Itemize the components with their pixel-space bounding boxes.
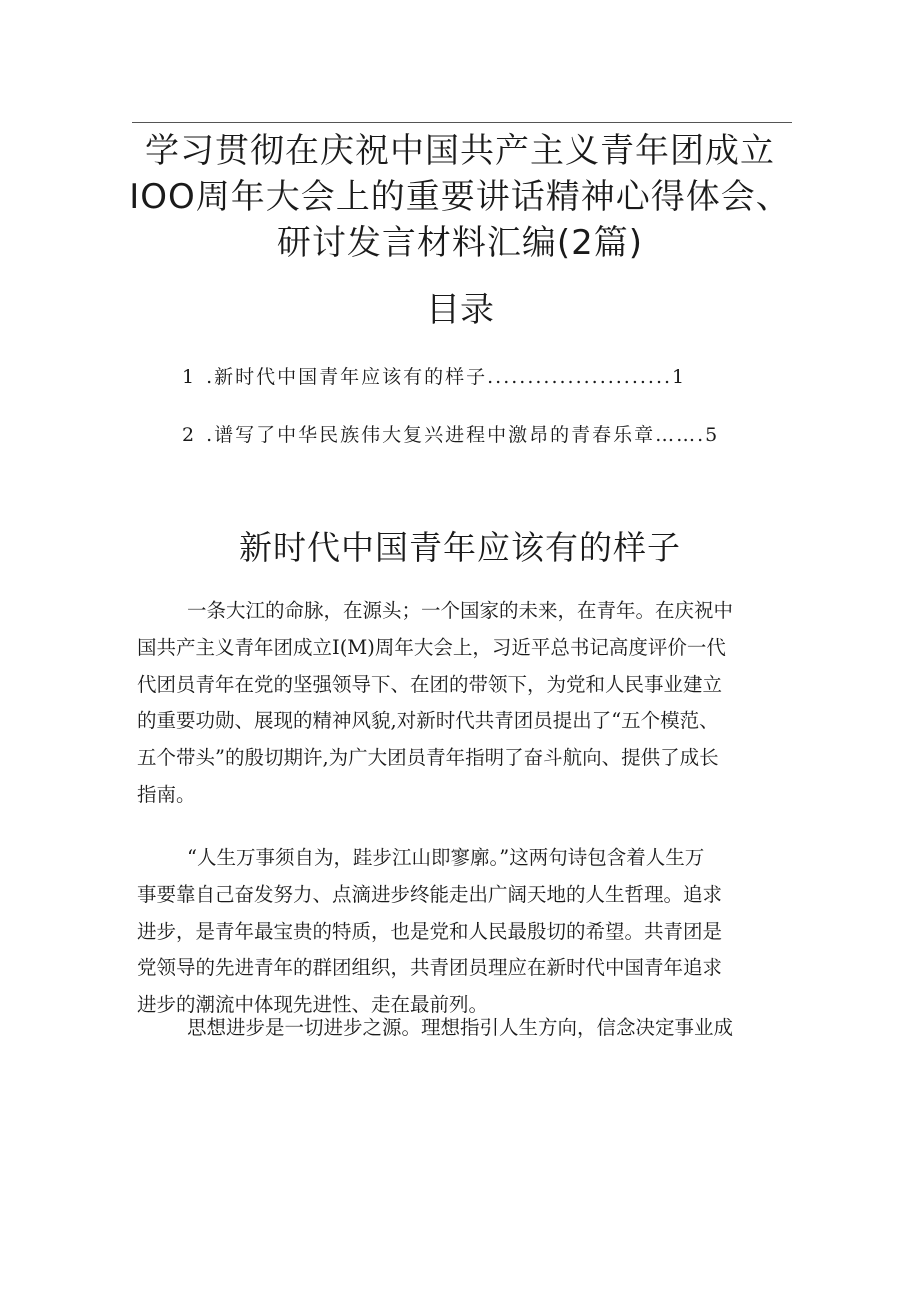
paragraph-line: 国共产主义青年团成立I(M)周年大会上，习近平总书记高度评价一代	[137, 635, 726, 659]
paragraph-line: 事要靠自己奋发努力、点滴进步终能走出广阔天地的人生哲理。追求	[137, 882, 723, 906]
document-title-line: 学习贯彻在庆祝中国共产主义青年团成立	[145, 131, 775, 171]
paragraph-line: 代团员青年在党的坚强领导下、在团的带领下，为党和人民事业建立	[137, 672, 723, 696]
toc-entry-text: .谱写了中华民族伟大复兴进程中激昂的青春乐章…….5	[206, 424, 720, 446]
body-paragraph-3	[137, 1010, 797, 1047]
toc-entry-2[interactable]	[182, 422, 719, 448]
document-title-line: 研讨发言材料汇编(2篇)	[276, 223, 644, 263]
document-title-line: IOO周年大会上的重要讲话精神心得体会、	[129, 177, 791, 217]
body-paragraph-1	[137, 593, 797, 814]
paragraph-line: 党领导的先进青年的群团组织，共青团员理应在新时代中国青年追求	[137, 956, 723, 980]
paragraph-line: 五个带头”的殷切期许,为广大团员青年指明了奋斗航向、提供了成长	[137, 746, 719, 770]
document-title	[100, 128, 820, 266]
paragraph-line: 进步，是青年最宝贵的特质，也是党和人民最殷切的希望。共青团是	[137, 919, 723, 943]
paragraph-line: “人生万事须自为，跬步江山即寥廓。”这两句诗包含着人生万	[187, 846, 705, 869]
toc-heading: 目录	[426, 290, 494, 330]
paragraph-line: 进步的潮流中体现先进性、走在最前列。	[137, 993, 489, 1017]
paragraph-line: 指南。	[137, 782, 196, 806]
paragraph-line: 的重要功勋、展现的精神风貌,对新时代共青团员提出了“五个模范、	[137, 709, 719, 733]
body-paragraph-2	[137, 840, 797, 1024]
header-rule	[132, 122, 792, 123]
toc-entry-text: .新时代中国青年应该有的样子.......................1	[206, 366, 687, 388]
paragraph-line: 一条大江的命脉，在源头；一个国家的未来，在青年。在庆祝中	[187, 599, 734, 622]
toc-entry-number: 2	[182, 424, 197, 446]
toc-entry-number: 1	[182, 366, 197, 388]
paragraph-line: 思想进步是一切进步之源。理想指引人生方向，信念决定事业成	[187, 1016, 734, 1039]
toc-entry-1[interactable]	[182, 364, 686, 390]
section-title: 新时代中国青年应该有的样子	[239, 528, 681, 567]
